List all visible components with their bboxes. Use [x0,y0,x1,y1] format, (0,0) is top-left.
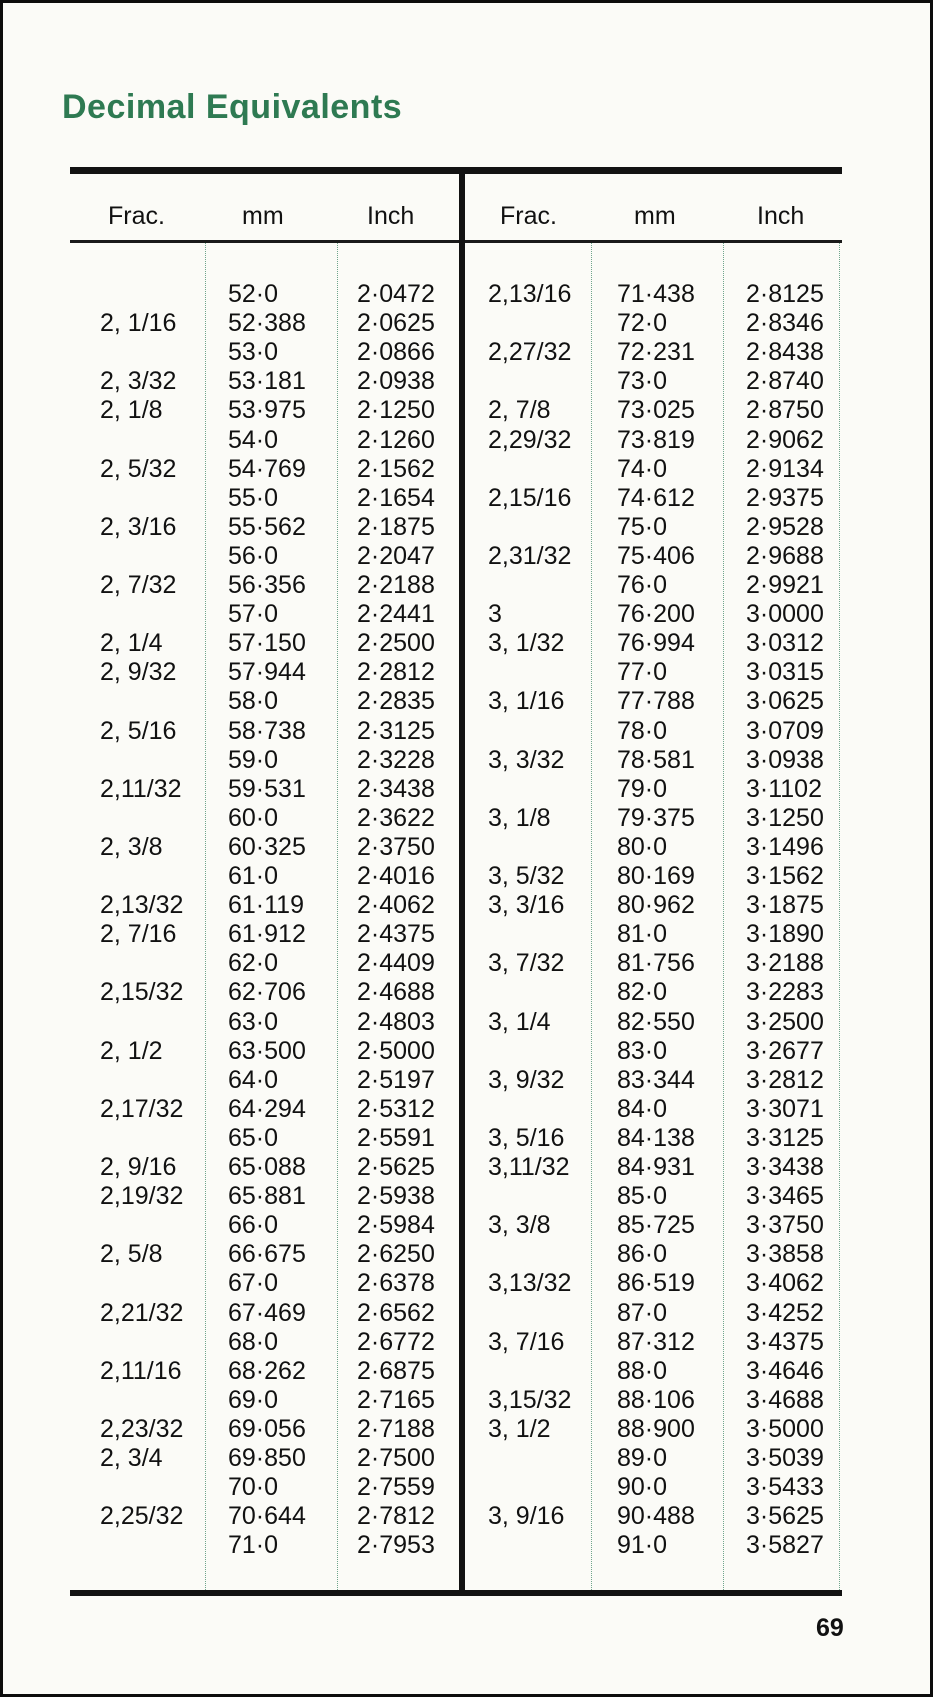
mm-cell: 76·0 [617,571,668,599]
mm-cell: 88·0 [617,1356,668,1385]
mm-cell: 79·0 [617,774,668,803]
table-row [0,1037,933,1066]
mm-cell: 81·0 [617,920,668,949]
table-row [0,571,933,600]
mm-cell: 63·0 [228,1007,279,1036]
inch-cell: 2·4688 [357,978,435,1007]
mm-cell: 52·388 [228,309,306,338]
inch-cell: 2·9921 [746,571,824,599]
mm-cell: 78·581 [617,745,695,774]
inch-cell: 2·1562 [357,454,435,483]
inch-cell: 2·5312 [357,1094,435,1123]
frac-cell: 2, 1/2 [100,1036,163,1065]
mm-cell: 80·169 [617,862,695,890]
table-row [0,513,933,542]
mm-cell: 53·181 [228,367,306,396]
inch-cell: 2·7165 [357,1385,435,1414]
table-row [0,600,933,629]
table-row [0,1357,933,1386]
inch-cell: 2·7953 [357,1531,435,1560]
inch-cell: 3·4688 [746,1385,824,1414]
inch-cell: 2·5938 [357,1182,435,1211]
mm-cell: 58·738 [228,716,306,745]
table-row [0,1269,933,1298]
frac-cell: 2,27/32 [488,338,572,367]
mm-cell: 88·106 [617,1385,695,1414]
mm-cell: 66·675 [228,1240,306,1269]
inch-cell: 2·1260 [357,425,435,454]
mm-cell: 62·0 [228,949,279,978]
frac-cell: 2, 1/4 [100,629,163,658]
table-row [0,367,933,396]
table-row [0,309,933,338]
frac-cell: 3, 7/32 [488,949,565,978]
mm-cell: 83·0 [617,1036,668,1065]
frac-cell: 2, 1/8 [100,396,163,425]
inch-cell: 2·6250 [357,1240,435,1269]
frac-cell: 3, 3/16 [488,891,565,920]
inch-cell: 2·6562 [357,1298,435,1327]
mm-cell: 53·0 [228,338,279,367]
inch-cell: 3·1890 [746,920,824,949]
frac-cell: 3, 3/32 [488,745,565,774]
frac-cell: 2, 9/16 [100,1153,177,1181]
inch-cell: 2·6772 [357,1327,435,1356]
table-row [0,1008,933,1037]
mm-cell: 59·0 [228,745,279,774]
frac-cell: 3, 9/32 [488,1065,565,1094]
table-row [0,862,933,891]
inch-cell: 2·9528 [746,512,824,541]
inch-cell: 3·0315 [746,658,824,687]
table-row [0,775,933,804]
frac-cell: 2,15/32 [100,978,184,1007]
mm-cell: 67·469 [228,1298,306,1327]
inch-cell: 3·2500 [746,1007,824,1036]
table-row [0,1153,933,1182]
inch-cell: 2·5591 [357,1123,435,1152]
inch-cell: 3·3071 [746,1094,824,1123]
table-row [0,1444,933,1473]
mm-cell: 61·912 [228,920,306,949]
inch-cell: 3·0000 [746,600,824,629]
table-row [0,484,933,513]
mm-cell: 54·0 [228,425,279,454]
frac-cell: 2, 7/16 [100,920,177,949]
inch-cell: 2·0625 [357,309,435,338]
table-row [0,1502,933,1531]
inch-cell: 2·3438 [357,774,435,803]
inch-cell: 2·6378 [357,1269,435,1298]
table-row [0,1211,933,1240]
inch-cell: 3·5433 [746,1473,824,1502]
inch-cell: 2·5000 [357,1036,435,1065]
frac-cell: 2,15/16 [488,483,572,512]
mm-cell: 79·375 [617,803,695,832]
inch-cell: 3·2677 [746,1036,824,1065]
page-title: Decimal Equivalents [62,88,403,126]
mm-cell: 80·962 [617,891,695,920]
frac-cell: 2,23/32 [100,1414,184,1443]
inch-cell: 3·3750 [746,1211,824,1240]
inch-cell: 3·1562 [746,862,824,890]
mm-cell: 57·944 [228,658,306,687]
frac-cell: 2,25/32 [100,1502,184,1531]
inch-cell: 2·7500 [357,1444,435,1472]
inch-cell: 3·5039 [746,1444,824,1472]
inch-cell: 2·0866 [357,338,435,367]
mm-cell: 53·975 [228,396,306,425]
inch-cell: 2·2500 [357,629,435,658]
header-mm-left: mm [242,202,284,230]
mm-cell: 90·488 [617,1502,695,1531]
inch-cell: 2·7559 [357,1473,435,1502]
mm-cell: 91·0 [617,1531,668,1560]
inch-cell: 3·1496 [746,832,824,861]
mm-cell: 85·725 [617,1211,695,1240]
inch-cell: 2·4062 [357,891,435,920]
frac-cell: 3 [488,600,502,629]
table-row [0,1095,933,1124]
inch-cell: 2·5984 [357,1211,435,1240]
frac-cell: 3,11/32 [488,1153,570,1181]
frac-cell: 2,13/16 [488,280,572,308]
header-mm-right: mm [634,202,676,230]
inch-cell: 2·9688 [746,541,824,570]
mm-cell: 57·150 [228,629,306,658]
mm-cell: 81·756 [617,949,695,978]
mm-cell: 86·0 [617,1240,668,1269]
inch-cell: 3·4062 [746,1269,824,1298]
mm-cell: 52·0 [228,280,279,308]
table-row [0,280,933,309]
inch-cell: 2·8125 [746,280,824,308]
inch-cell: 2·2188 [357,571,435,599]
inch-cell: 2·2047 [357,541,435,570]
inch-cell: 2·8740 [746,367,824,396]
table-row [0,426,933,455]
frac-cell: 3, 1/4 [488,1007,551,1036]
mm-cell: 86·519 [617,1269,695,1298]
header-frac-right: Frac. [500,202,557,230]
mm-cell: 65·881 [228,1182,306,1211]
table-row [0,396,933,425]
inch-cell: 3·2812 [746,1065,824,1094]
mm-cell: 83·344 [617,1065,695,1094]
inch-cell: 3·5827 [746,1531,824,1560]
header-inch-right: Inch [757,202,805,230]
mm-cell: 77·788 [617,687,695,716]
frac-cell: 3, 1/16 [488,687,565,716]
inch-cell: 3·0312 [746,629,824,658]
inch-cell: 3·2188 [746,949,824,978]
mm-cell: 73·025 [617,396,695,425]
inch-cell: 2·9062 [746,425,824,454]
frac-cell: 2, 5/16 [100,716,177,745]
mm-cell: 66·0 [228,1211,279,1240]
mm-cell: 56·0 [228,541,279,570]
frac-cell: 3, 5/16 [488,1123,565,1152]
frac-cell: 2,31/32 [488,541,572,570]
table-row [0,687,933,716]
inch-cell: 3·3125 [746,1123,824,1152]
page-number: 69 [816,1614,844,1642]
inch-cell: 2·5197 [357,1065,435,1094]
inch-cell: 2·3228 [357,745,435,774]
inch-cell: 3·0938 [746,745,824,774]
inch-cell: 2·4803 [357,1007,435,1036]
mm-cell: 64·294 [228,1094,306,1123]
inch-cell: 2·4409 [357,949,435,978]
mm-cell: 55·562 [228,512,306,541]
frac-cell: 2, 3/32 [100,367,177,396]
frac-cell: 2, 5/8 [100,1240,163,1269]
frac-cell: 2, 3/4 [100,1444,163,1472]
frac-cell: 3, 7/16 [488,1327,565,1356]
mm-cell: 88·900 [617,1414,695,1443]
table-row [0,1531,933,1560]
table-row [0,1066,933,1095]
inch-cell: 3·4646 [746,1356,824,1385]
mm-cell: 82·0 [617,978,668,1007]
mm-cell: 70·644 [228,1502,306,1531]
mm-cell: 80·0 [617,832,668,861]
mm-cell: 84·0 [617,1094,668,1123]
mm-cell: 61·0 [228,862,279,890]
mm-cell: 76·200 [617,600,695,629]
frac-cell: 3, 1/32 [488,629,565,658]
inch-cell: 2·4375 [357,920,435,949]
mm-cell: 82·550 [617,1007,695,1036]
mm-cell: 73·0 [617,367,668,396]
mm-cell: 69·850 [228,1444,306,1472]
table-row [0,920,933,949]
table-row [0,542,933,571]
mm-cell: 75·406 [617,541,695,570]
frac-cell: 2,11/16 [100,1356,182,1385]
table-row [0,629,933,658]
inch-cell: 3·3438 [746,1153,824,1181]
mm-cell: 75·0 [617,512,668,541]
table-row [0,658,933,687]
table-header-rule [70,240,842,243]
mm-cell: 59·531 [228,774,306,803]
table-row [0,1240,933,1269]
frac-cell: 2,29/32 [488,425,572,454]
frac-cell: 3, 9/16 [488,1502,565,1531]
inch-cell: 2·8750 [746,396,824,425]
inch-cell: 2·4016 [357,862,435,890]
table-row [0,949,933,978]
inch-cell: 2·9375 [746,483,824,512]
table-row [0,746,933,775]
table-row [0,1386,933,1415]
inch-cell: 2·0938 [357,367,435,396]
table-top-rule [70,167,842,174]
mm-cell: 63·500 [228,1036,306,1065]
mm-cell: 71·0 [228,1531,279,1560]
mm-cell: 69·056 [228,1414,306,1443]
frac-cell: 2,13/32 [100,891,184,920]
table-row [0,455,933,484]
inch-cell: 2·1250 [357,396,435,425]
mm-cell: 84·138 [617,1123,695,1152]
inch-cell: 3·4252 [746,1298,824,1327]
mm-cell: 74·612 [617,483,695,512]
table-row [0,1415,933,1444]
inch-cell: 3·2283 [746,978,824,1007]
mm-cell: 67·0 [228,1269,279,1298]
header-inch-left: Inch [367,202,415,230]
table-bottom-rule [70,1590,842,1596]
mm-cell: 78·0 [617,716,668,745]
mm-cell: 55·0 [228,483,279,512]
mm-cell: 87·0 [617,1298,668,1327]
frac-cell: 2, 7/8 [488,396,551,425]
inch-cell: 2·2441 [357,600,435,629]
mm-cell: 61·119 [228,891,304,920]
mm-cell: 64·0 [228,1065,279,1094]
inch-cell: 3·0625 [746,687,824,716]
frac-cell: 2, 5/32 [100,454,177,483]
mm-cell: 65·0 [228,1123,279,1152]
mm-cell: 76·994 [617,629,695,658]
inch-cell: 3·5625 [746,1502,824,1531]
inch-cell: 3·5000 [746,1414,824,1443]
inch-cell: 3·1875 [746,891,824,920]
inch-cell: 2·2835 [357,687,435,716]
frac-cell: 2, 1/16 [100,309,177,338]
mm-cell: 73·819 [617,425,695,454]
inch-cell: 2·0472 [357,280,435,308]
inch-cell: 2·9134 [746,454,824,483]
inch-cell: 3·1250 [746,803,824,832]
inch-cell: 2·7188 [357,1414,435,1443]
inch-cell: 2·7812 [357,1502,435,1531]
frac-cell: 2,19/32 [100,1182,184,1211]
inch-cell: 2·8438 [746,338,824,367]
frac-cell: 2,11/32 [100,774,182,803]
inch-cell: 3·0709 [746,716,824,745]
mm-cell: 54·769 [228,454,306,483]
frac-cell: 3,15/32 [488,1385,572,1414]
mm-cell: 56·356 [228,571,306,599]
inch-cell: 2·3750 [357,832,435,861]
mm-cell: 57·0 [228,600,279,629]
table-row [0,1473,933,1502]
header-frac-left: Frac. [108,202,165,230]
inch-cell: 3·3858 [746,1240,824,1269]
frac-cell: 2, 9/32 [100,658,177,687]
inch-cell: 2·8346 [746,309,824,338]
mm-cell: 58·0 [228,687,279,716]
frac-cell: 3, 3/8 [488,1211,551,1240]
mm-cell: 74·0 [617,454,668,483]
mm-cell: 90·0 [617,1473,668,1502]
mm-cell: 84·931 [617,1153,695,1181]
mm-cell: 60·0 [228,803,279,832]
mm-cell: 72·0 [617,309,668,338]
frac-cell: 3, 1/8 [488,803,551,832]
frac-cell: 2, 7/32 [100,571,177,599]
mm-cell: 60·325 [228,832,306,861]
mm-cell: 77·0 [617,658,668,687]
inch-cell: 2·2812 [357,658,435,687]
mm-cell: 72·231 [617,338,695,367]
table-row [0,1328,933,1357]
table-row [0,891,933,920]
table-row [0,1182,933,1211]
mm-cell: 62·706 [228,978,306,1007]
inch-cell: 3·4375 [746,1327,824,1356]
mm-cell: 68·0 [228,1327,279,1356]
inch-cell: 2·1875 [357,512,435,541]
frac-cell: 2,21/32 [100,1298,184,1327]
table-row [0,1124,933,1153]
inch-cell: 2·1654 [357,483,435,512]
inch-cell: 2·6875 [357,1356,435,1385]
mm-cell: 69·0 [228,1385,279,1414]
table-row [0,833,933,862]
table-row [0,717,933,746]
table-row [0,978,933,1007]
table-row [0,338,933,367]
inch-cell: 3·3465 [746,1182,824,1211]
inch-cell: 3·1102 [746,774,822,803]
frac-cell: 3, 1/2 [488,1414,551,1443]
mm-cell: 71·438 [617,280,695,308]
frac-cell: 2, 3/16 [100,512,177,541]
inch-cell: 2·3622 [357,803,435,832]
frac-cell: 3,13/32 [488,1269,572,1298]
frac-cell: 2,17/32 [100,1094,184,1123]
mm-cell: 89·0 [617,1444,668,1472]
frac-cell: 3, 5/32 [488,862,565,890]
frac-cell: 2, 3/8 [100,832,163,861]
mm-cell: 70·0 [228,1473,279,1502]
table-row [0,1299,933,1328]
mm-cell: 87·312 [617,1327,695,1356]
mm-cell: 68·262 [228,1356,306,1385]
inch-cell: 2·5625 [357,1153,435,1181]
inch-cell: 2·3125 [357,716,435,745]
table-row [0,804,933,833]
mm-cell: 85·0 [617,1182,668,1211]
mm-cell: 65·088 [228,1153,306,1181]
